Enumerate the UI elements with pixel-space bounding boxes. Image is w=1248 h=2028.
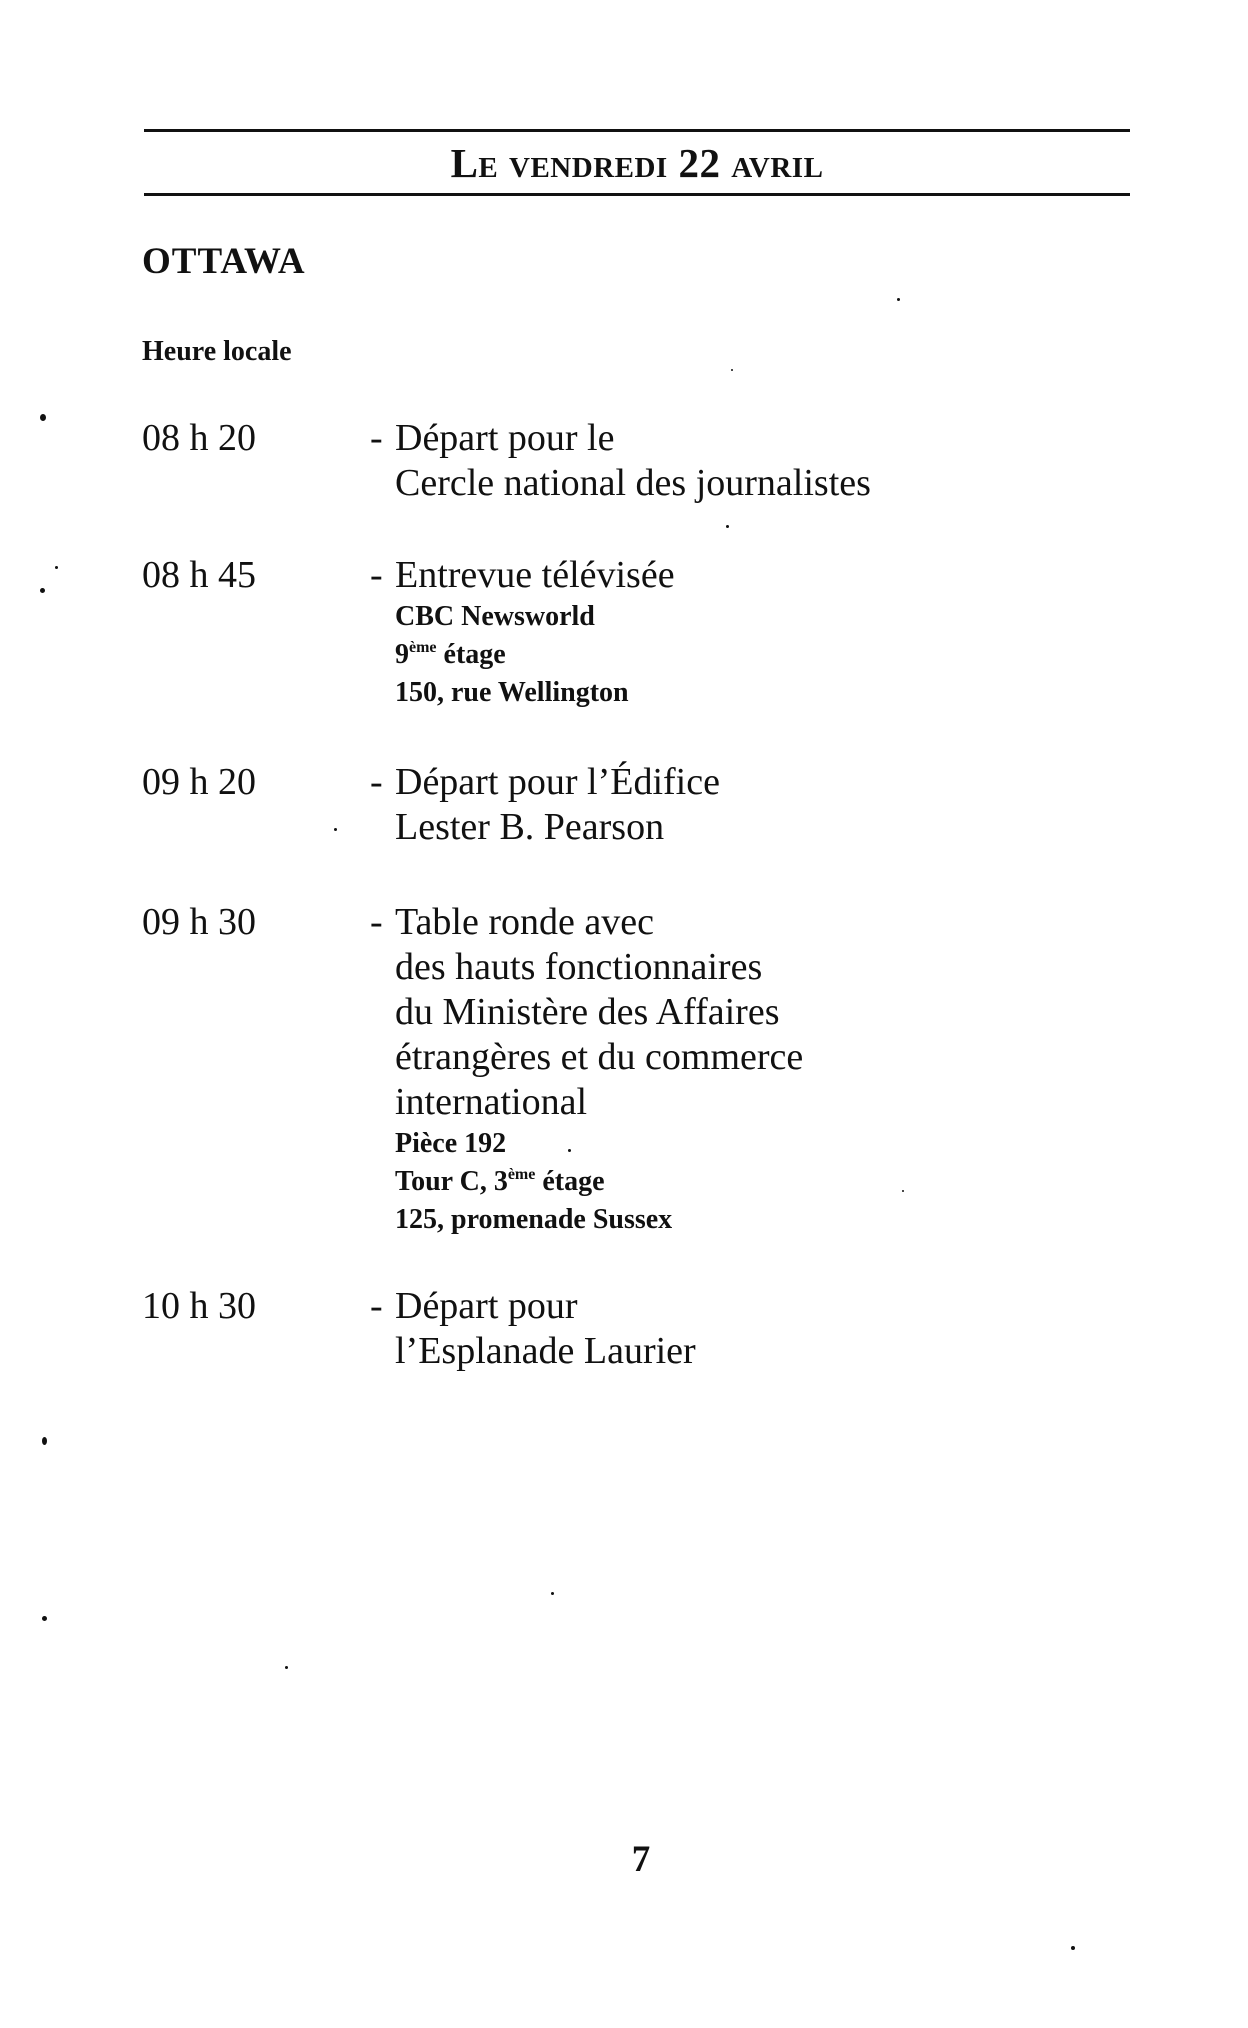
- entry-lines: [395, 553, 1055, 712]
- entry-line: du Ministère des Affaires: [395, 991, 780, 1033]
- entry-dash: -: [370, 417, 383, 459]
- entry-dash: -: [370, 1285, 383, 1327]
- page-number: 7: [631, 1839, 651, 1880]
- scan-speck: [42, 1437, 47, 1445]
- entry-line: Entrevue télévisée: [395, 554, 675, 596]
- room-number: Pièce 192: [395, 1128, 507, 1159]
- entry-time: 09 h 30: [142, 901, 256, 943]
- header-top-rule: [144, 129, 1130, 132]
- floor-number: 9: [395, 639, 409, 670]
- entry-line: Départ pour l’Édifice: [395, 761, 720, 803]
- local-time-label: Heure locale: [142, 336, 292, 367]
- scan-speck: [42, 1616, 47, 1621]
- venue-address: 150, rue Wellington: [395, 677, 629, 708]
- entry-lines: [395, 416, 1055, 506]
- day-header: Le vendredi 22 avril: [450, 140, 824, 186]
- scan-speck: [897, 298, 900, 301]
- entry-lines: [395, 760, 1055, 850]
- header-bottom-rule: [144, 193, 1130, 196]
- entry-time: 08 h 20: [142, 417, 256, 459]
- entry-dash: -: [370, 761, 383, 803]
- city-heading: OTTAWA: [142, 241, 306, 282]
- scan-speck: [551, 1592, 554, 1595]
- venue-floor: [395, 636, 1055, 674]
- scan-speck: [1071, 1946, 1075, 1950]
- scan-speck: [40, 414, 46, 421]
- scan-speck: [726, 525, 729, 528]
- scan-speck: [902, 1190, 904, 1192]
- entry-dash: -: [370, 554, 383, 596]
- entry-line: Départ pour le: [395, 417, 615, 459]
- entry-line: Cercle national des journalistes: [395, 462, 871, 504]
- entry-line: l’Esplanade Laurier: [395, 1330, 696, 1372]
- scan-speck: [285, 1666, 288, 1669]
- entry-dash: -: [370, 901, 383, 943]
- floor-word: étage: [436, 639, 506, 670]
- scan-speck: [55, 566, 58, 569]
- floor-suffix: ème: [409, 639, 437, 656]
- entry-line: étrangères et du commerce: [395, 1036, 804, 1078]
- tower-suffix: ème: [507, 1166, 536, 1183]
- tower-word: étage: [535, 1166, 605, 1197]
- scan-speck: [40, 588, 45, 593]
- scan-speck: [731, 369, 733, 371]
- entry-lines: [395, 900, 1055, 1239]
- entry-line: international: [395, 1081, 588, 1123]
- entry-line: Départ pour: [395, 1285, 578, 1327]
- entry-line: Lester B. Pearson: [395, 806, 665, 848]
- scan-speck: [334, 828, 337, 831]
- tower-prefix: Tour C, 3: [395, 1166, 508, 1197]
- entry-time: 09 h 20: [142, 761, 256, 803]
- venue-name: CBC Newsworld: [395, 601, 595, 632]
- tower-floor: [395, 1163, 1055, 1201]
- entry-line: des hauts fonctionnaires: [395, 946, 763, 988]
- scan-speck: [568, 1149, 571, 1152]
- entry-lines: [395, 1284, 1055, 1374]
- entry-time: 08 h 45: [142, 554, 256, 596]
- entry-line: Table ronde avec: [395, 901, 654, 943]
- venue-address: 125, promenade Sussex: [395, 1204, 673, 1235]
- entry-time: 10 h 30: [142, 1285, 256, 1327]
